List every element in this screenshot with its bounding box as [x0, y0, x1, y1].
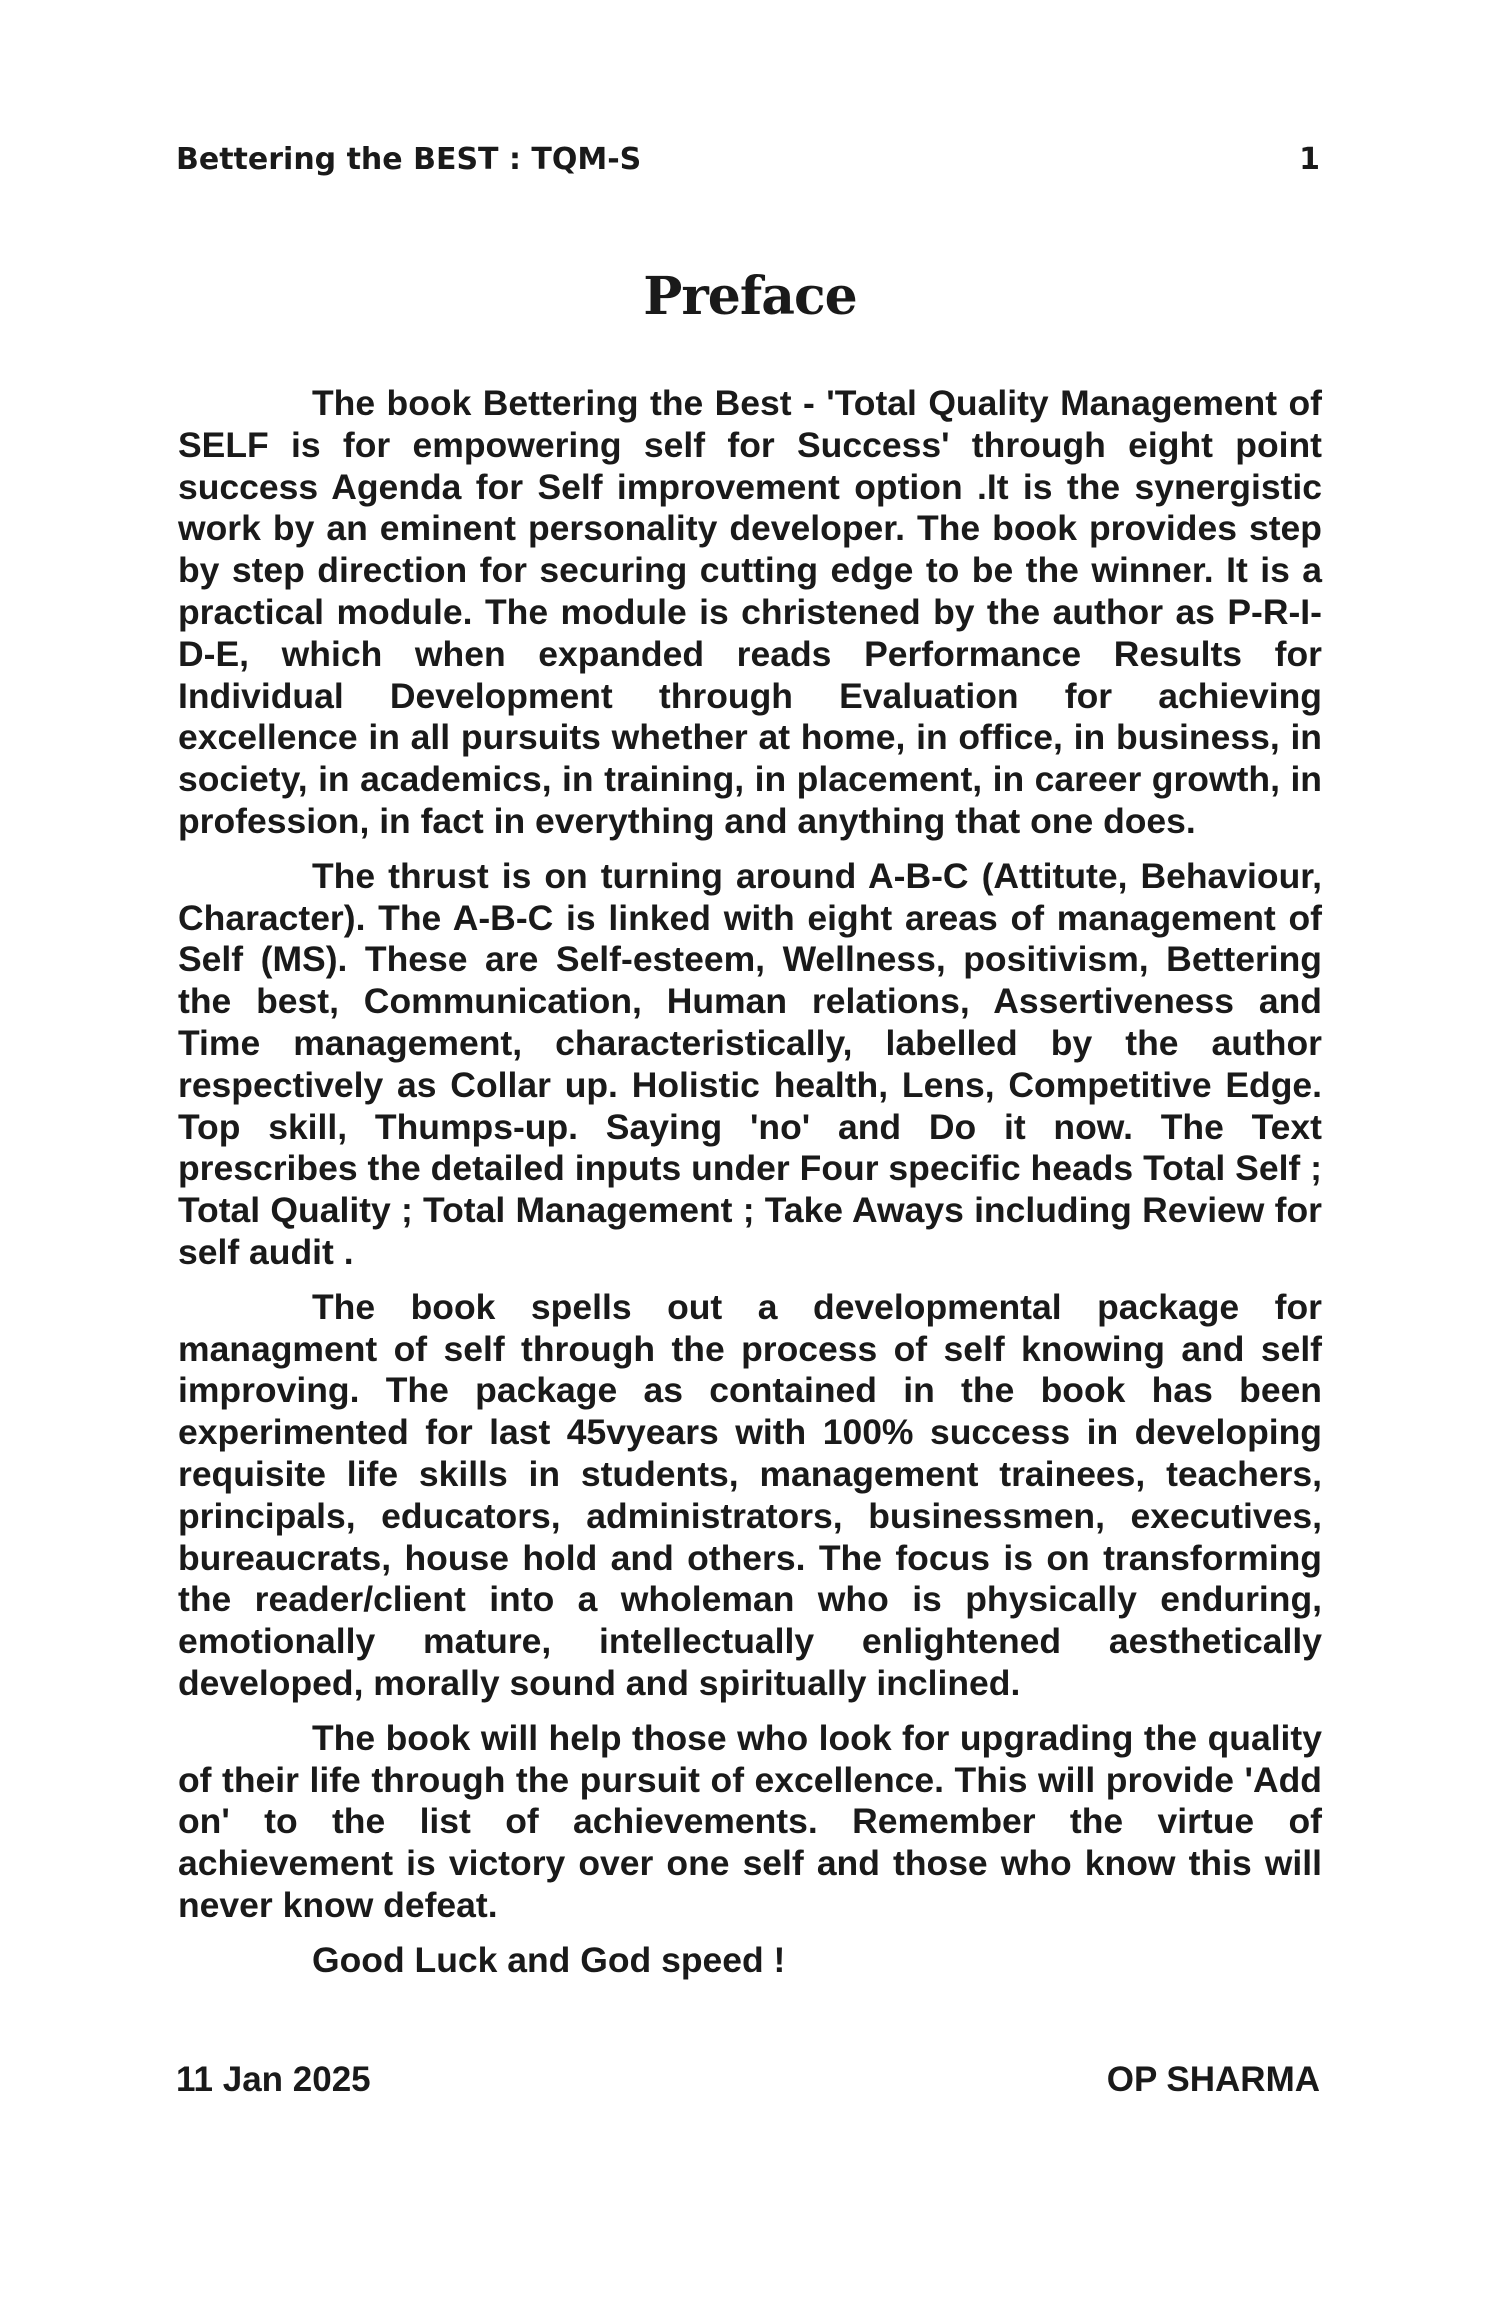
preface-body: [178, 383, 1322, 1981]
signature-author: OP SHARMA: [1106, 2060, 1320, 2099]
paragraph-4: The book will help those who look for upgrading the quality of their life through the pursuit of excellence. This will provide 'Add on' to the list of achievements. Remember the virtue of achievement is victory over one self and those who know this will never know defeat.: [178, 1717, 1322, 1925]
page-title: Preface: [643, 266, 857, 327]
paragraph-1: The book Bettering the Best - 'Total Quality Management of SELF is for empowering self for Success' through eight point success Agenda for Self improvement option .It is the synergistic work by an eminent personality developer. The book provides step by step direction for securing cutting edge to be the winner. It is a practical module. The module is christened by the author as P-R-I-D-E, which when expanded reads Performance Results for Individual Development through Evaluation for achieving excellence in all pursuits whether at home, in office, in business, in society, in academics, in training, in placement, in career growth, in profession, in fact in everything and anything that one does.: [178, 383, 1322, 841]
paragraph-3: The book spells out a developmental package for managment of self through the process of self knowing and self improving. The package as contained in the book has been experimented for last 45vyears with 100% success in developing requisite life skills in students, management trainees, teachers, principals, educators, administrators, businessmen, executives, bureaucrats, house hold and others. The focus is on transforming the reader/client into a wholeman who is physically enduring, emotionally mature, intellectually enlightened aesthetically developed, morally sound and spiritually inclined.: [178, 1286, 1322, 1703]
running-title: Bettering the BEST : TQM-S: [176, 142, 642, 177]
signature-date: 11 Jan 2025: [176, 2060, 371, 2099]
closing-line: Good Luck and God speed !: [312, 1939, 786, 1980]
running-header: [176, 140, 1320, 180]
page-number: 1: [1299, 142, 1320, 177]
signature-block: [176, 2058, 1320, 2102]
paragraph-2: The thrust is on turning around A-B-C (Attitute, Behaviour, Character). The A-B-C is linked with eight areas of management of Self (MS). These are Self-esteem, Wellness, positivism, Bettering the best, Communication, Human relations, Assertiveness and Time management, characteristically, labelled by the author respectively as Collar up. Holistic health, Lens, Competitive Edge. Top skill, Thumps-up. Saying 'no' and Do it now. The Text prescribes the detailed inputs under Four specific heads Total Self ; Total Quality ; Total Management ; Take Aways including Review for self audit .: [178, 855, 1322, 1272]
